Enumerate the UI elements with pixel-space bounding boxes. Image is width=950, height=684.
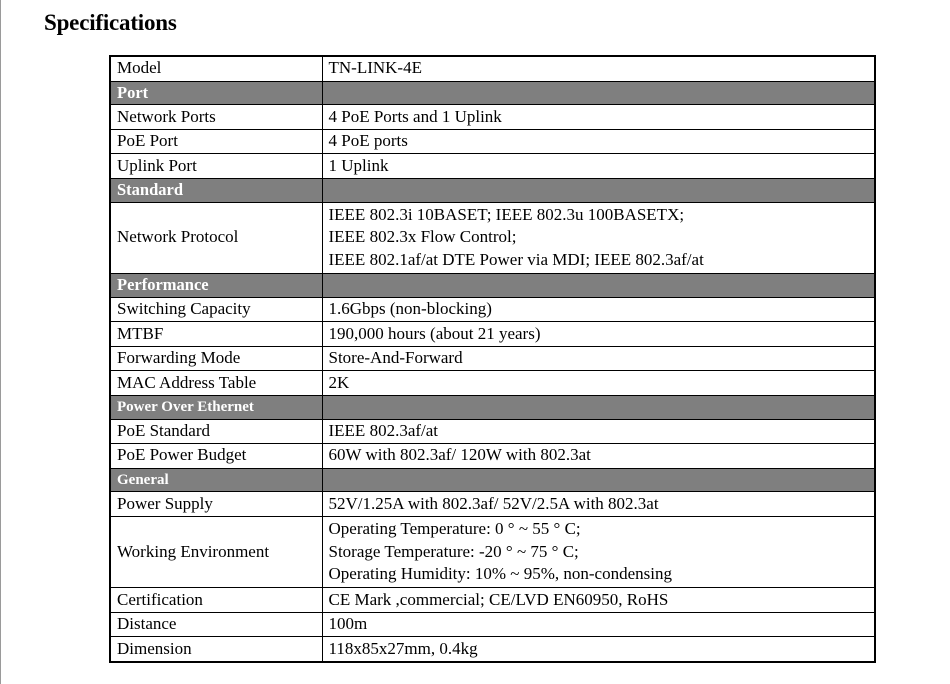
row-label: MTBF [110,322,322,347]
section-title: General [110,468,322,492]
row-label: Dimension [110,637,322,662]
row-value: 118x85x27mm, 0.4kg [322,637,875,662]
row-value: 100m [322,612,875,637]
table-row-distance [110,612,875,637]
value-line: Operating Temperature: 0 ° ~ 55 ° C; [328,518,581,538]
row-value: 60W with 802.3af/ 120W with 802.3at [322,444,875,469]
table-row-poe-standard [110,419,875,444]
specifications-table [109,55,876,663]
value-line: IEEE 802.1af/at DTE Power via MDI; IEEE 802.3af/at [328,250,704,270]
row-label: Distance [110,612,322,637]
row-value: 1.6Gbps (non-blocking) [322,297,875,322]
table-row-mac-address-table [110,371,875,396]
value-line: IEEE 802.3i 10BASET; IEEE 802.3u 100BASETX; [328,204,685,224]
section-blank-cell [322,178,875,202]
section-title: Port [110,81,322,105]
row-value: 190,000 hours (about 21 years) [322,322,875,347]
section-header-standard [110,178,875,202]
row-label: Power Supply [110,492,322,517]
table-row-poe-power-budget [110,444,875,469]
section-blank-cell [322,273,875,297]
value-line: Operating Humidity: 10% ~ 95%, non-condensing [328,564,672,584]
row-label: Forwarding Mode [110,346,322,371]
row-value [322,516,875,587]
row-value: Store-And-Forward [322,346,875,371]
table-row-poe-port [110,129,875,154]
section-title: Performance [110,273,322,297]
table-row-certification [110,588,875,613]
row-value: IEEE 802.3af/at [322,419,875,444]
row-value: 52V/1.25A with 802.3af/ 52V/2.5A with 802.3at [322,492,875,517]
section-title: Standard [110,178,322,202]
row-value: TN-LINK-4E [322,56,875,81]
row-value: 4 PoE Ports and 1 Uplink [322,105,875,130]
page-edge-rule [0,0,1,684]
row-label: Working Environment [110,516,322,587]
section-header-port [110,81,875,105]
row-value [322,202,875,273]
table-row-working-environment [110,516,875,587]
table-row-mtbf [110,322,875,347]
table-row-uplink-port [110,154,875,179]
row-label: Model [110,56,322,81]
row-label: PoE Standard [110,419,322,444]
table-row-switching-capacity [110,297,875,322]
value-line: IEEE 802.3x Flow Control; [328,227,517,247]
section-blank-cell [322,81,875,105]
table-row-model [110,56,875,81]
row-value: CE Mark ,commercial; CE/LVD EN60950, RoHS [322,588,875,613]
table-row-network-protocol [110,202,875,273]
row-label: PoE Port [110,129,322,154]
table-row-power-supply [110,492,875,517]
row-label: MAC Address Table [110,371,322,396]
row-label: Switching Capacity [110,297,322,322]
row-label: PoE Power Budget [110,444,322,469]
section-blank-cell [322,395,875,419]
row-label: Network Ports [110,105,322,130]
value-line: Storage Temperature: -20 ° ~ 75 ° C; [328,541,579,561]
page-title: Specifications [44,10,177,35]
table-row-network-ports [110,105,875,130]
row-label: Certification [110,588,322,613]
row-value: 4 PoE ports [322,129,875,154]
section-title: Power Over Ethernet [110,395,322,419]
section-header-general [110,468,875,492]
row-value: 2K [322,371,875,396]
section-header-poe [110,395,875,419]
table-row-dimension [110,637,875,662]
row-label: Uplink Port [110,154,322,179]
row-label: Network Protocol [110,202,322,273]
section-blank-cell [322,468,875,492]
section-header-performance [110,273,875,297]
table-row-forwarding-mode [110,346,875,371]
row-value: 1 Uplink [322,154,875,179]
